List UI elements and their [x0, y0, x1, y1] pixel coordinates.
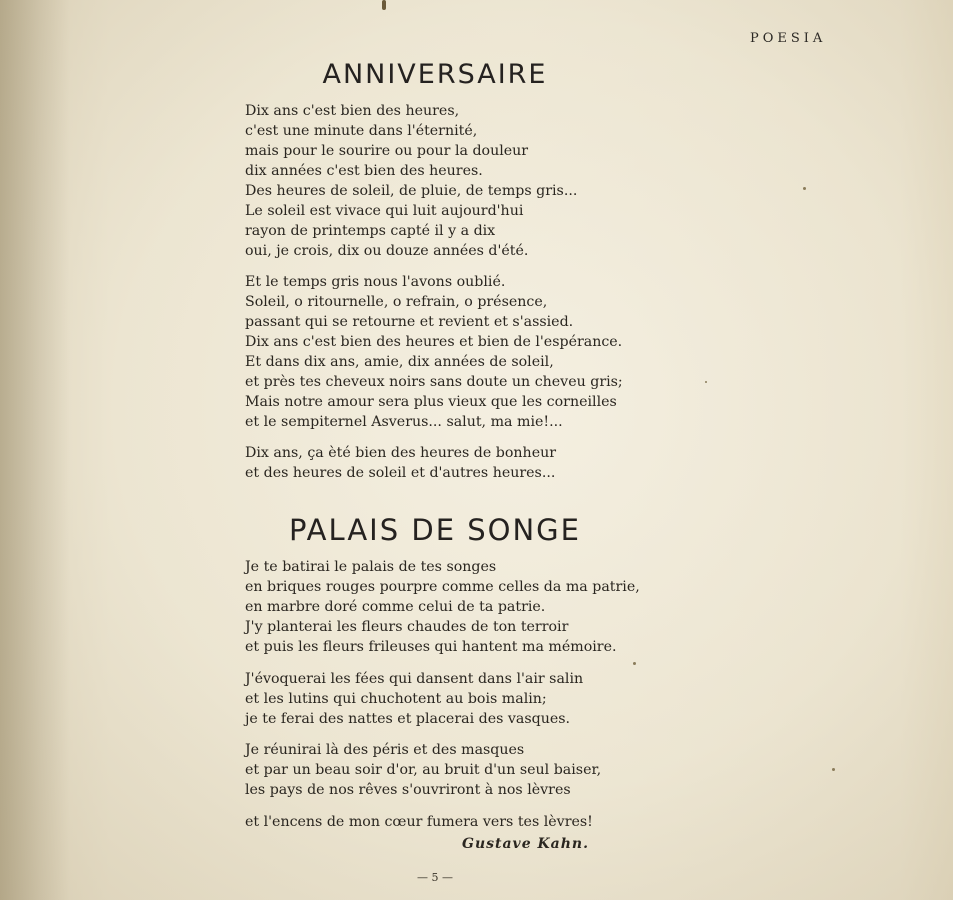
poem-line: Mais notre amour sera plus vieux que les corneilles — [245, 394, 617, 410]
binding-gutter — [0, 0, 70, 900]
poem-line: et puis les fleurs frileuses qui hantent ma mémoire. — [245, 639, 617, 655]
poem2-stanza-3 — [245, 740, 645, 800]
poem-line: Dix ans, ça èté bien des heures de bonheur — [245, 445, 557, 461]
poem-line: dix années c'est bien des heures. — [245, 163, 483, 179]
poem-line: Dix ans c'est bien des heures, — [245, 103, 460, 119]
poem-line: mais pour le sourire ou pour la douleur — [245, 143, 529, 159]
poem-line: Je te batirai le palais de tes songes — [245, 559, 497, 575]
poem-line: oui, je crois, dix ou douze années d'été. — [245, 243, 529, 259]
poem-line: et par un beau soir d'or, au bruit d'un seul baiser, — [245, 762, 602, 778]
poem2-stanza-2 — [245, 669, 645, 729]
ink-mark — [382, 0, 386, 10]
paper-speck — [633, 662, 636, 665]
poem-line: et les lutins qui chuchotent au bois malin; — [245, 691, 547, 707]
paper-speck — [803, 187, 806, 190]
paper-speck — [832, 768, 835, 771]
poem-line: Dix ans c'est bien des heures et bien de l'espérance. — [245, 334, 623, 350]
poem-line: et le sempiternel Asverus... salut, ma mie!... — [245, 414, 563, 430]
poem-line: Le soleil est vivace qui luit aujourd'hui — [245, 203, 524, 219]
poem-line: et des heures de soleil et d'autres heures... — [245, 465, 556, 481]
poem-line: J'évoquerai les fées qui dansent dans l'air salin — [245, 671, 584, 687]
poem1-stanza-3 — [245, 443, 645, 483]
poem-line: Des heures de soleil, de pluie, de temps gris... — [245, 183, 578, 199]
poem-line: et près tes cheveux noirs sans doute un cheveu gris; — [245, 374, 623, 390]
poem-line: rayon de printemps capté il y a dix — [245, 223, 496, 239]
poem-line: Je réunirai là des péris et des masques — [245, 742, 525, 758]
poem-line: et l'encens de mon cœur fumera vers tes lèvres! — [245, 814, 593, 830]
poem-line: en briques rouges pourpre comme celles da ma patrie, — [245, 579, 640, 595]
poem-line: Et le temps gris nous l'avons oublié. — [245, 274, 506, 290]
poem-line: Et dans dix ans, amie, dix années de soleil, — [245, 354, 554, 370]
poem-line: passant qui se retourne et revient et s'assied. — [245, 314, 574, 330]
poem-line: les pays de nos rêves s'ouvriront à nos lèvres — [245, 782, 571, 798]
poem-title-anniversaire: ANNIVERSAIRE — [322, 59, 548, 90]
poem-title-palais-de-songe: PALAIS DE SONGE — [289, 513, 581, 547]
poem-line: c'est une minute dans l'éternité, — [245, 123, 478, 139]
poem-line: en marbre doré comme celui de ta patrie. — [245, 599, 546, 615]
author-signature: Gustave Kahn. — [462, 836, 589, 852]
running-header: POESIA — [750, 31, 827, 46]
poem2-stanza-4 — [245, 812, 645, 832]
poem-line: J'y planterai les fleurs chaudes de ton terroir — [245, 619, 569, 635]
poem1-stanza-1 — [245, 101, 645, 261]
paper-speck — [705, 381, 707, 383]
poem-line: Soleil, o ritournelle, o refrain, o présence, — [245, 294, 548, 310]
poem1-stanza-2 — [245, 272, 645, 432]
page-number: — 5 — — [417, 871, 453, 884]
poem2-stanza-1 — [245, 557, 645, 657]
poem-line: je te ferai des nattes et placerai des vasques. — [245, 711, 571, 727]
